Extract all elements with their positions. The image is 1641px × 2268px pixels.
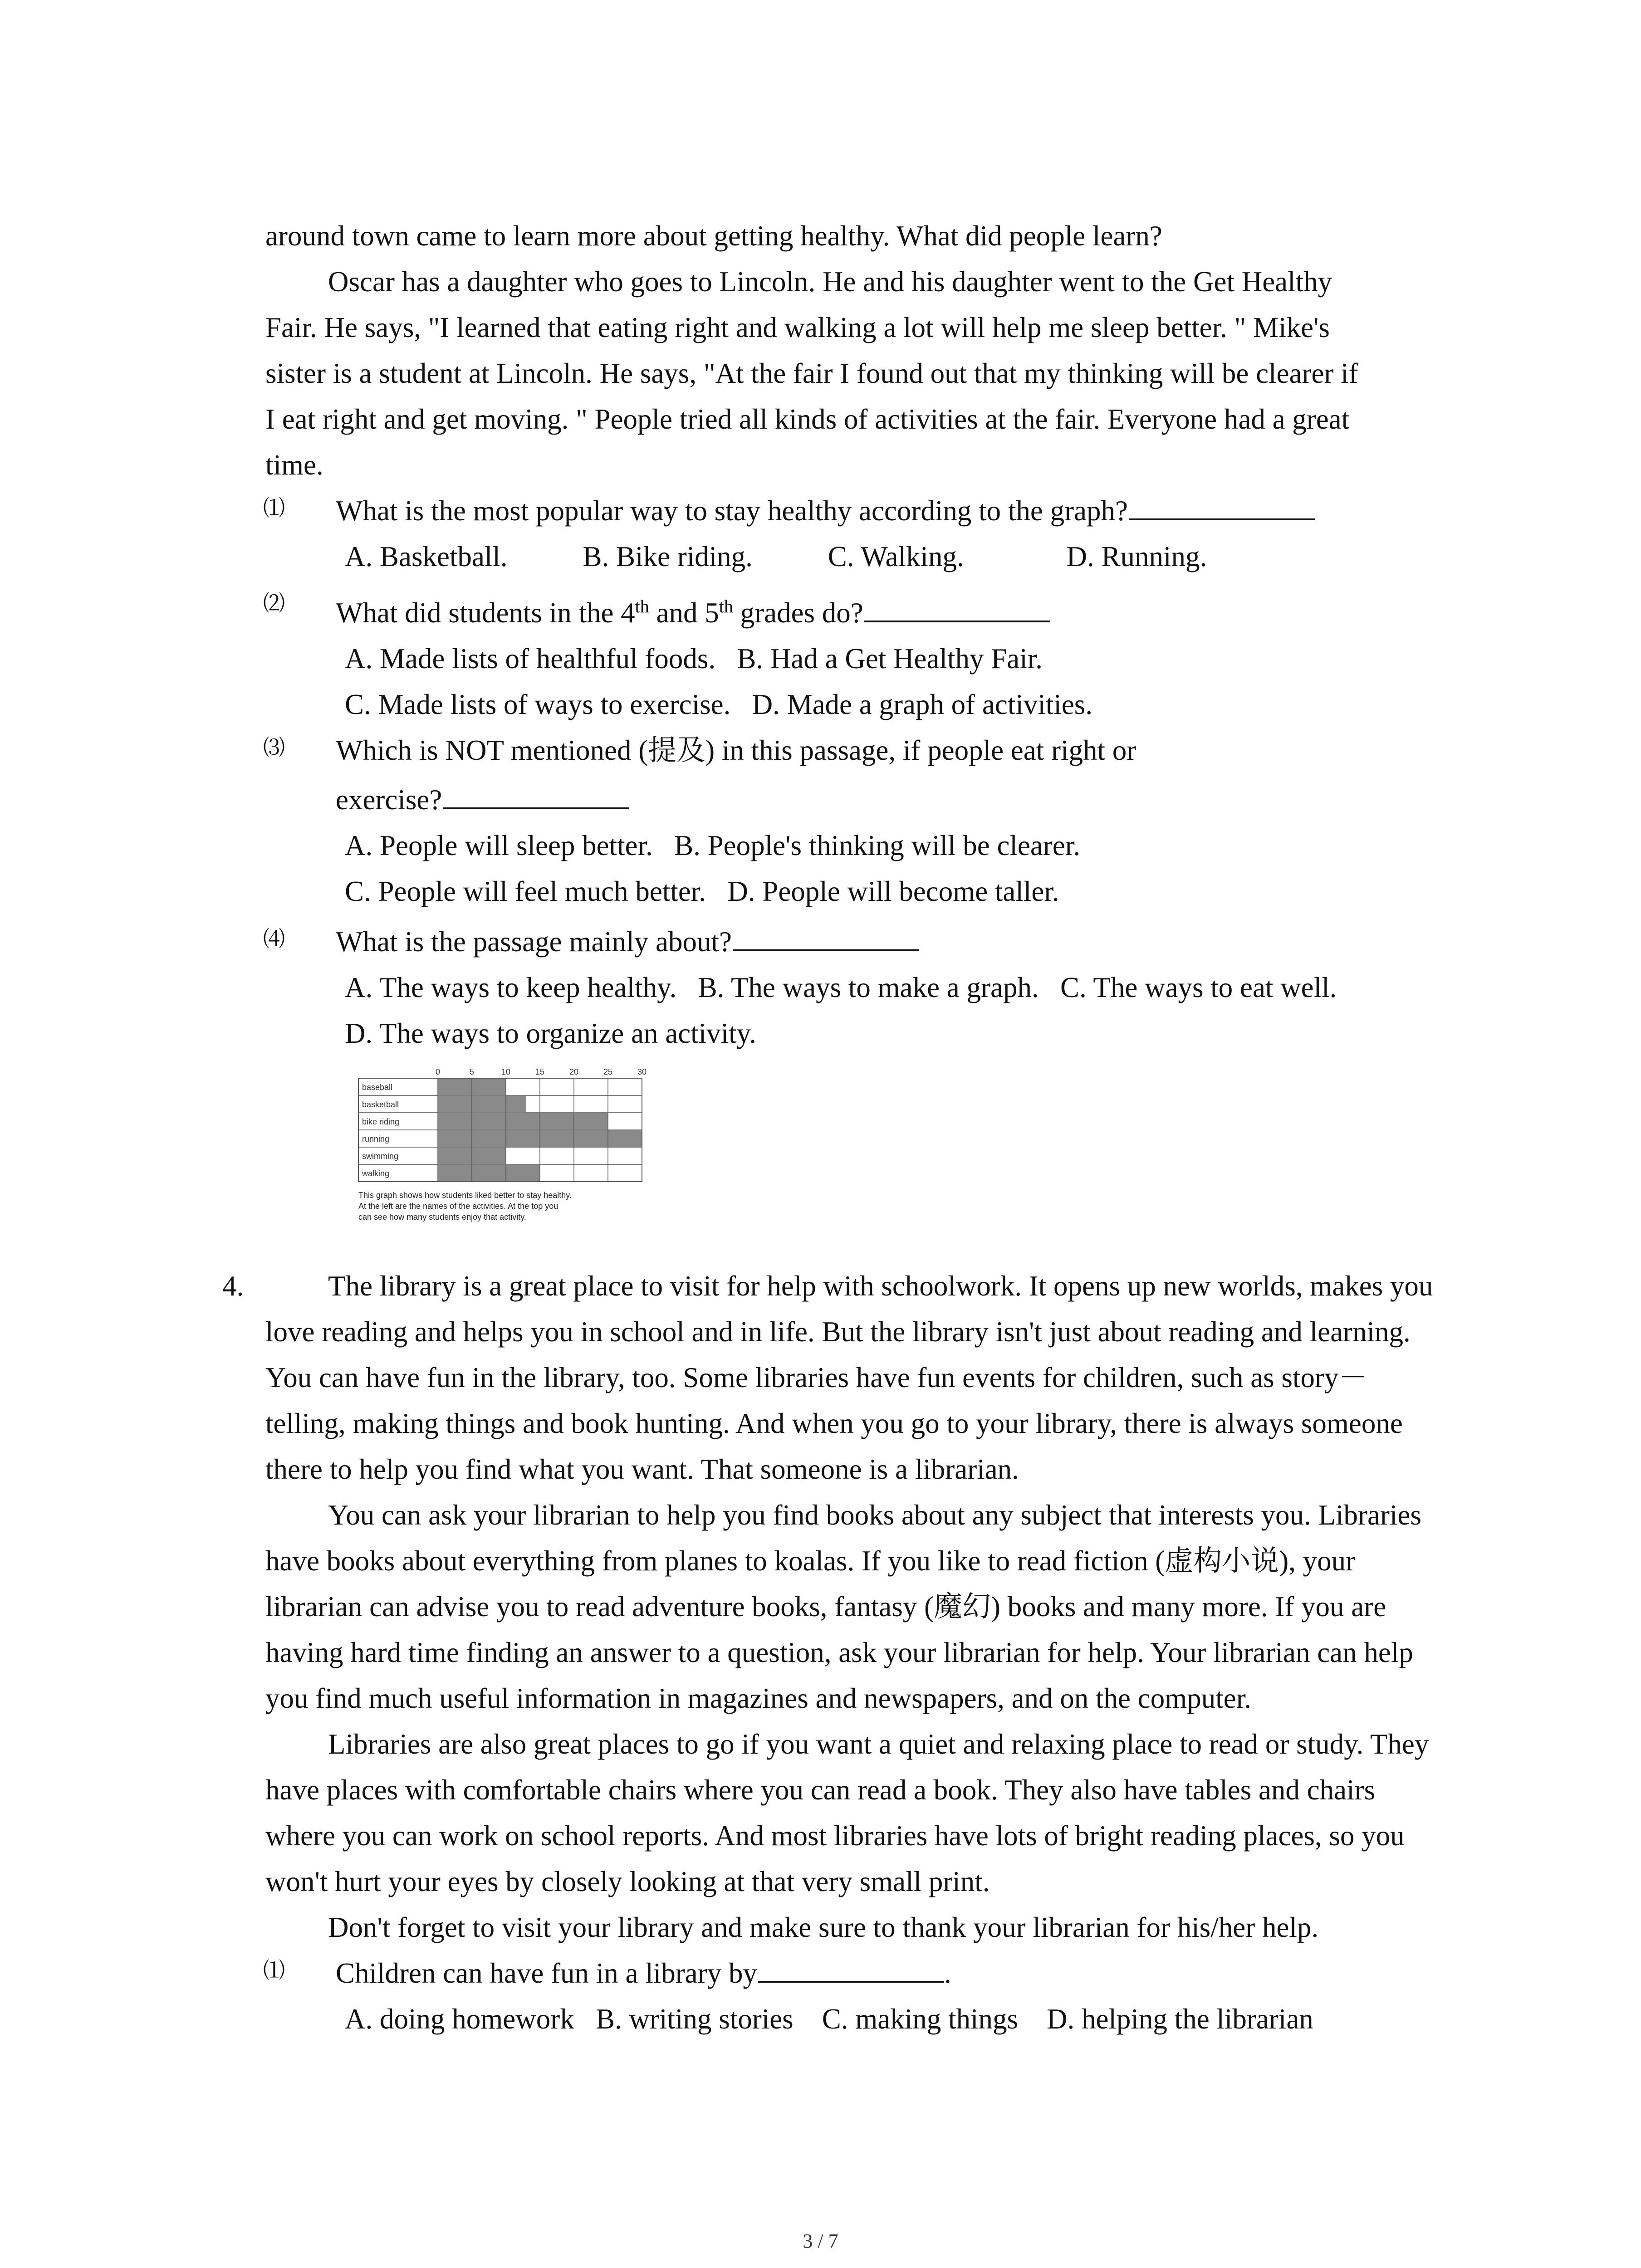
question-number: ⑵: [263, 591, 285, 616]
question-end: .: [944, 1957, 951, 1989]
options-row: [265, 869, 1445, 914]
question-text: Which is NOT mentioned (提及) in this passage, if people eat right or: [336, 734, 1136, 766]
x-tick-label: 30: [637, 1067, 647, 1076]
x-tick-label: 10: [501, 1067, 511, 1076]
passage-line: time.: [265, 449, 323, 481]
options-row: [265, 1996, 1445, 2042]
options-row: [265, 823, 1445, 869]
answer-blank[interactable]: [733, 924, 919, 951]
option-c[interactable]: C. making things: [822, 2003, 1018, 2035]
activity-graph: [349, 1065, 662, 1232]
option-d[interactable]: D. People will become taller.: [727, 875, 1059, 907]
question-number: ⑴: [263, 1958, 285, 1983]
option-a[interactable]: A. Made lists of healthful foods.: [345, 643, 716, 675]
options-row: [265, 534, 1445, 580]
category-label: basketball: [362, 1100, 399, 1109]
option-c[interactable]: C. The ways to eat well.: [1060, 972, 1337, 1003]
x-tick-label: 0: [435, 1067, 441, 1076]
question-3: [265, 728, 1445, 773]
option-b[interactable]: B. writing stories: [595, 2003, 794, 2035]
superscript: th: [635, 596, 649, 616]
option-a[interactable]: A. doing homework: [345, 2003, 574, 2035]
question-text: What is the passage mainly about?: [336, 926, 732, 958]
option-d[interactable]: D. helping the librarian: [1046, 2003, 1313, 2035]
answer-blank[interactable]: [864, 595, 1050, 622]
item-number: 4.: [222, 1270, 244, 1302]
question-4: [265, 919, 1445, 965]
option-c[interactable]: C. Walking.: [828, 541, 964, 572]
option-b[interactable]: B. Had a Get Healthy Fair.: [737, 643, 1043, 675]
category-label: walking: [362, 1168, 390, 1178]
passage-line: sister is a student at Lincoln. He says, "At the fair I found out that my thinking will be clearer if: [265, 357, 1358, 389]
question-text: What is the most popular way to stay healthy according to the graph?: [336, 495, 1128, 527]
bar-bike-riding: [438, 1113, 608, 1129]
answer-blank[interactable]: [443, 782, 629, 809]
paragraph: Libraries are also great places to go if you want a quiet and relaxing place to read or study. They have places with comfortable chairs where you can read a book. They also have tables and chairs where you can work on school reports. And most libraries have lots of bright reading places, so you won't hurt your eyes by closely looking at that very small print.: [265, 1728, 1429, 1897]
category-label: bike riding: [362, 1117, 400, 1126]
option-c[interactable]: C. Made lists of ways to exercise.: [345, 689, 731, 720]
content-area: [265, 213, 1445, 1232]
option-b[interactable]: B. People's thinking will be clearer.: [674, 830, 1081, 861]
superscript: th: [719, 596, 733, 616]
option-c[interactable]: C. People will feel much better.: [345, 875, 706, 907]
bar-basketball: [438, 1096, 526, 1112]
paragraph: You can ask your librarian to help you find books about any subject that interests you. Libraries have books about everything from planes to koalas. If you like to read fiction (虚构小说), your librarian can advise you to read adventure books, fantasy (魔幻) books and many more. If you are having hard time finding an answer to a question, ask your librarian for help. Your librarian can help you find much useful information in magazines and newspapers, and on the computer.: [265, 1499, 1421, 1714]
option-a[interactable]: A. People will sleep better.: [345, 830, 653, 861]
options-row: [265, 965, 1445, 1011]
x-tick-label: 5: [469, 1067, 475, 1076]
paragraph: Don't forget to visit your library and make sure to thank your librarian for his/her help.: [328, 1911, 1319, 1943]
passage-line: Oscar has a daughter who goes to Lincoln. He and his daughter went to the Get Healthy: [328, 266, 1332, 298]
option-a[interactable]: A. The ways to keep healthy.: [345, 972, 677, 1003]
x-tick-label: 15: [535, 1067, 545, 1076]
passage-line: I eat right and get moving. " People tried all kinds of activities at the fair. Everyone had a great: [265, 403, 1350, 435]
option-b[interactable]: B. The ways to make a graph.: [698, 972, 1039, 1003]
question-text: exercise?: [336, 784, 442, 816]
page-number: 3 / 7: [803, 2230, 838, 2252]
question-number: ⑶: [263, 735, 285, 760]
category-label: baseball: [362, 1082, 393, 1092]
passage-4: [265, 1263, 1445, 2042]
activity-bar-chart: [349, 1065, 662, 1232]
chart-caption-line: This graph shows how students liked better to stay healthy.: [358, 1191, 572, 1200]
option-a[interactable]: A. Basketball.: [345, 541, 508, 572]
question-text: What did students in the 4: [336, 597, 635, 629]
option-d[interactable]: D. Running.: [1066, 541, 1207, 572]
options-row: [265, 682, 1445, 728]
option-d[interactable]: D. Made a graph of activities.: [752, 689, 1093, 720]
chart-caption-line: At the left are the names of the activities. At the top you: [358, 1202, 558, 1211]
question-3-cont: [265, 777, 1445, 823]
paragraph: The library is a great place to visit for help with schoolwork. It opens up new worlds, makes you love reading and helps you in school and in life. But the library isn't just about reading and learning. You can have fun in the library, too. Some libraries have fun events for children, such as story－telling, making things and book hunting. And when you go to your library, there is always someone there to help you find what you want. That someone is a librarian.: [265, 1270, 1433, 1485]
question-number: ⑷: [263, 926, 285, 952]
category-label: swimming: [362, 1151, 399, 1161]
option-d[interactable]: D. The ways to organize an activity.: [345, 1017, 756, 1049]
option-b[interactable]: B. Bike riding.: [583, 541, 753, 572]
x-tick-label: 20: [569, 1067, 579, 1076]
question-text: Children can have fun in a library by: [336, 1957, 757, 1989]
question-text: grades do?: [733, 597, 863, 629]
options-row: [265, 1011, 1445, 1056]
passage-line: around town came to learn more about getting healthy. What did people learn?: [265, 220, 1162, 252]
question-text: and 5: [649, 597, 719, 629]
category-label: running: [362, 1134, 390, 1144]
x-tick-label: 25: [603, 1067, 613, 1076]
question-2: [265, 583, 1445, 636]
options-row: [265, 636, 1445, 682]
passage-line: Fair. He says, "I learned that eating right and walking a lot will help me sleep better. " Mike's: [265, 312, 1330, 343]
answer-blank[interactable]: [758, 1955, 944, 1983]
question-1: [265, 488, 1445, 534]
chart-caption-line: can see how many students enjoy that activity.: [358, 1212, 526, 1222]
answer-blank[interactable]: [1129, 493, 1315, 520]
question-4-1: [265, 1950, 1445, 1996]
question-number: ⑴: [263, 495, 285, 521]
bar-walking: [438, 1165, 540, 1181]
